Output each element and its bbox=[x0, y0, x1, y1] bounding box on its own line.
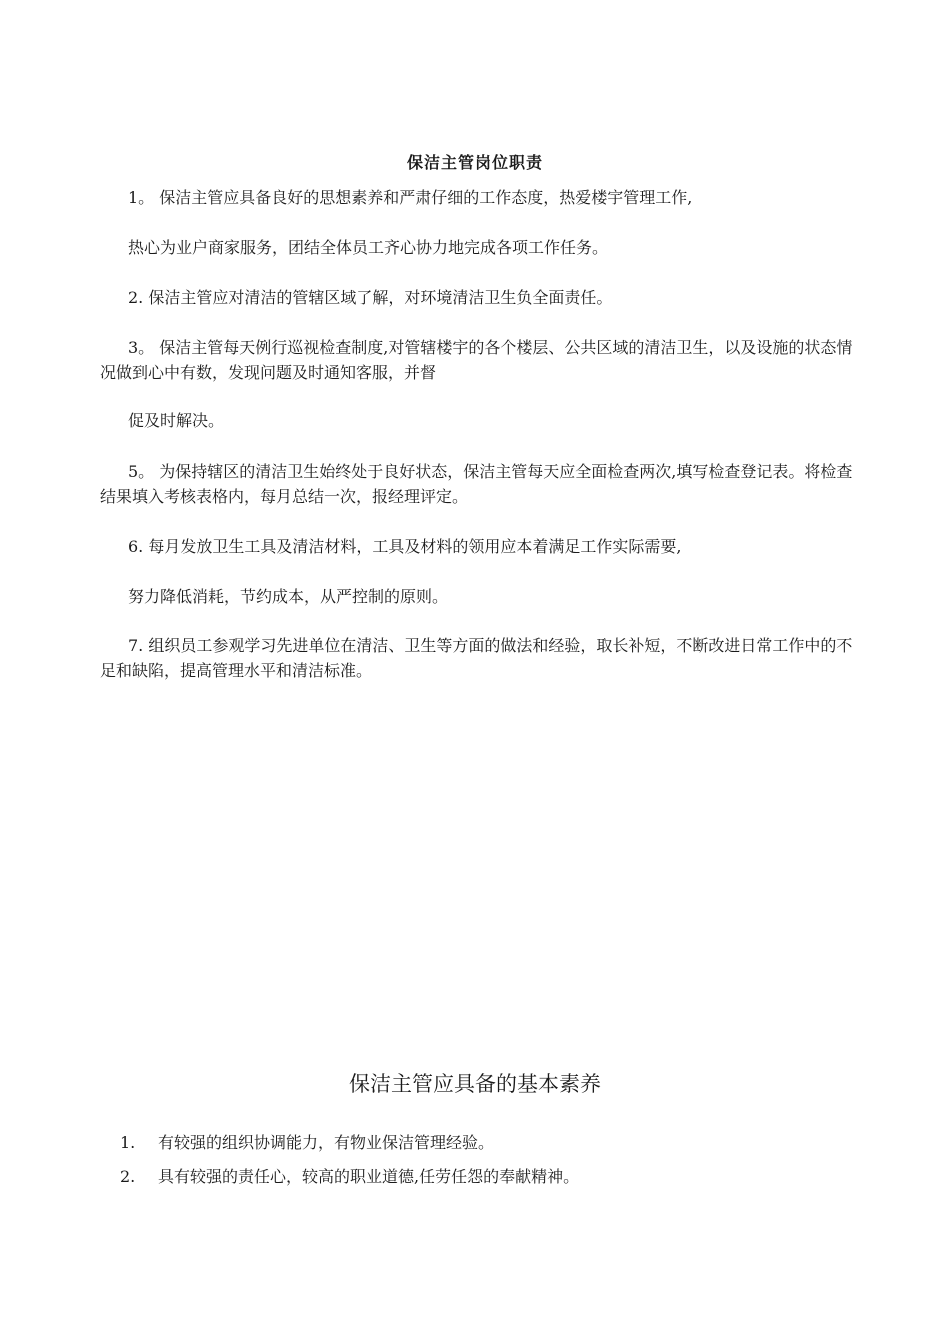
duty-item-3-continuation: 促及时解决。 bbox=[128, 411, 225, 430]
section-title-duties: 保洁主管岗位职责 bbox=[406, 153, 543, 172]
list-item bbox=[120, 1130, 840, 1155]
list-item-number: 2. bbox=[120, 1167, 136, 1186]
section-title-qualities: 保洁主管应具备的基本素养 bbox=[349, 1072, 601, 1096]
duty-item-6-line-1: 6. 每月发放卫生工具及清洁材料，工具及材料的领用应本着满足工作实际需要, bbox=[128, 537, 682, 556]
duty-item-1-line-1: 1。 保洁主管应具备良好的思想素养和严肃仔细的工作态度，热爱楼宇管理工作, bbox=[128, 188, 693, 207]
duty-item-6-line-2: 努力降低消耗，节约成本，从严控制的原则。 bbox=[128, 587, 449, 606]
duty-item-7: 7. 组织员工参观学习先进单位在清洁、卫生等方面的做法和经验，取长补短，不断改进日常工作中的不足和缺陷，提高管理水平和清洁标准。 bbox=[100, 636, 853, 680]
list-item-number: 1. bbox=[120, 1133, 136, 1152]
duty-item-5: 5。 为保持辖区的清洁卫生始终处于良好状态，保洁主管每天应全面检查两次,填写检查登记表。将检查结果填入考核表格内，每月总结一次，报经理评定。 bbox=[100, 462, 853, 506]
list-item-text: 有较强的组织协调能力，有物业保洁管理经验。 bbox=[158, 1133, 495, 1152]
list-item bbox=[120, 1164, 840, 1189]
duty-item-2: 2. 保洁主管应对清洁的管辖区域了解，对环境清洁卫生负全面责任。 bbox=[128, 288, 613, 307]
qualities-list bbox=[120, 1130, 840, 1198]
duty-item-1-line-2: 热心为业户商家服务，团结全体员工齐心协力地完成各项工作任务。 bbox=[128, 238, 609, 257]
list-item-text: 具有较强的责任心，较高的职业道德,任劳任怨的奉献精神。 bbox=[158, 1167, 580, 1186]
duty-item-3: 3。 保洁主管每天例行巡视检查制度,对管辖楼宇的各个楼层、公共区域的清洁卫生，以及设施的状态情况做到心中有数，发现问题及时通知客服，并督 bbox=[100, 338, 853, 382]
